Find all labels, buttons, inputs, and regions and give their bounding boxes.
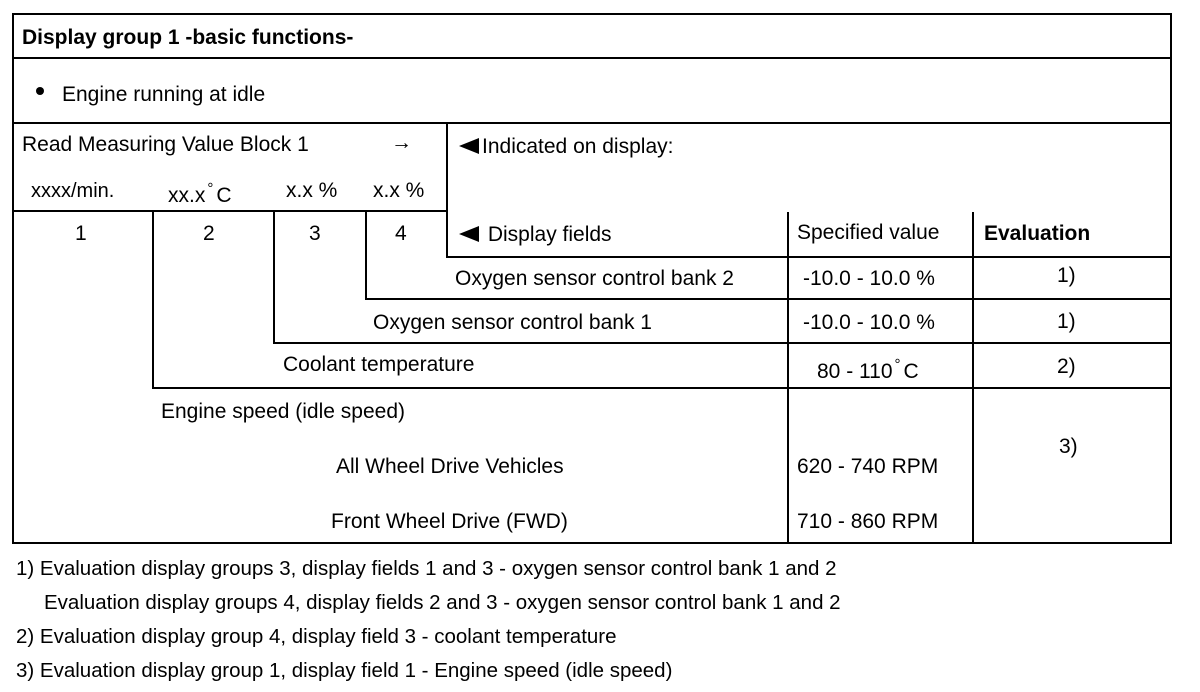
fwd-value: 710 - 860 RPM [797,510,939,533]
awd-value: 620 - 740 RPM [797,455,939,478]
table-border-right [1170,13,1172,544]
field-number-2: 2 [203,222,215,245]
title-separator [12,57,1172,59]
row-bank1-field: Oxygen sensor control bank 1 [373,311,652,334]
specified-value-header: Specified value [797,221,940,244]
field-2-format [168,181,232,206]
display-fields-text: Display fields [487,223,612,246]
coolant-value-unit: C [903,360,919,383]
row-bank2-line [365,298,1172,300]
field-number-4: 4 [395,222,407,245]
value-column-left [787,212,789,544]
left-triangle-icon [459,226,479,242]
field-2-value: xx.x [168,184,206,207]
header-row-line [446,256,1172,258]
leader-field-3 [273,210,275,344]
condition-separator [12,122,1172,124]
degree-symbol: ° [894,356,901,373]
leader-field-2 [152,210,154,389]
field-number-3: 3 [309,222,321,245]
evaluation-column-left [972,212,974,544]
row-bank2-field: Oxygen sensor control bank 2 [455,267,734,290]
footnote-1: 1) Evaluation display groups 3, display fields 1 and 3 - oxygen sensor control bank 1 and 2 [16,557,837,580]
field-2-unit: C [216,184,232,207]
row-bank2-evaluation: 1) [1057,264,1076,287]
table-border-left [12,13,14,544]
row-bank1-line [273,342,1172,344]
footnote-3: 3) Evaluation display group 1, display field 1 - Engine speed (idle speed) [16,659,673,682]
indicated-label [459,136,673,157]
block-box-right [446,122,448,258]
row-bank1-evaluation: 1) [1057,310,1076,333]
condition-text: Engine running at idle [62,83,266,106]
row-bank2-value: -10.0 - 10.0 % [803,267,935,290]
engine-speed-label: Engine speed (idle speed) [161,400,406,423]
row-coolant-field: Coolant temperature [283,353,475,376]
leader-field-4 [365,210,367,300]
coolant-value-range: 80 - 110 [817,360,893,383]
left-triangle-icon [459,138,479,154]
awd-label: All Wheel Drive Vehicles [336,455,564,478]
block-box-bottom [12,210,448,212]
degree-symbol: ° [207,180,214,197]
field-number-1: 1 [75,222,87,245]
row-coolant-evaluation: 2) [1057,355,1076,378]
row-bank1-value: -10.0 - 10.0 % [803,311,935,334]
field-4-format: x.x % [373,179,425,202]
table-border-top [12,13,1172,15]
field-3-format: x.x % [286,179,338,202]
display-fields-header [459,224,612,245]
fwd-label: Front Wheel Drive (FWD) [331,510,568,533]
footnote-1-continued: Evaluation display groups 4, display fields 2 and 3 - oxygen sensor control bank 1 and 2 [44,591,841,614]
block-label: Read Measuring Value Block 1 [22,133,309,156]
field-1-format: xxxx/min. [31,180,115,202]
bullet-icon [36,87,44,95]
table-border-bottom [12,542,1172,544]
indicated-text: Indicated on display: [482,135,674,158]
footnote-2: 2) Evaluation display group 4, display field 3 - coolant temperature [16,625,617,648]
evaluation-header: Evaluation [984,222,1091,245]
row-coolant-line [152,387,1172,389]
row-coolant-value [817,357,919,382]
arrow-right-icon: → [391,131,412,154]
page-title: Display group 1 -basic functions- [22,26,354,49]
engine-speed-evaluation: 3) [1059,435,1078,458]
